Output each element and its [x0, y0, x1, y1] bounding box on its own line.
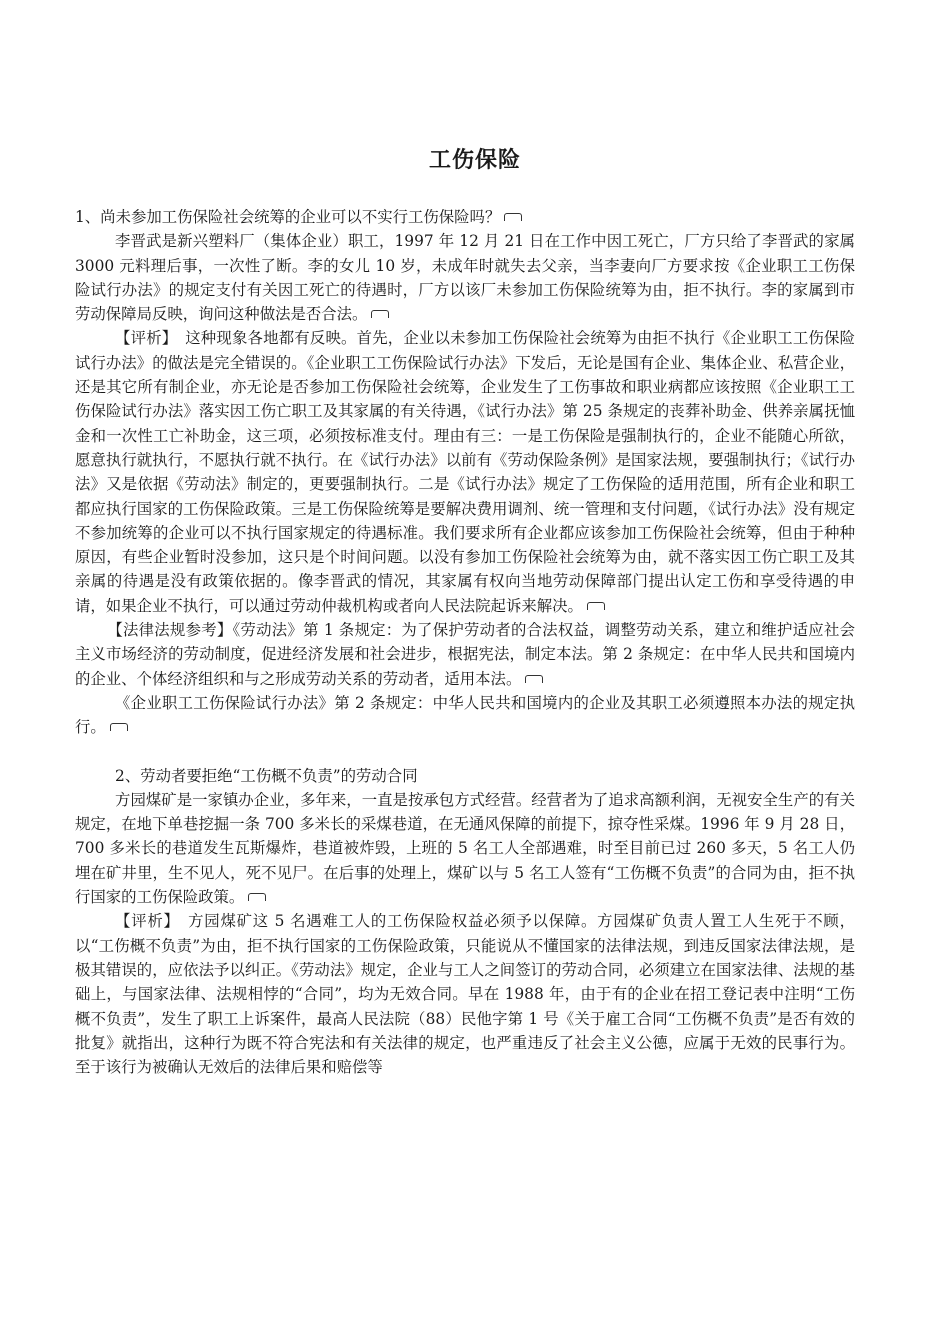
document-body	[75, 205, 855, 1079]
paragraph-mark-icon	[248, 893, 266, 901]
regulation-paragraph: 《企业职工工伤保险试行办法》第 2 条规定：中华人民共和国境内的企业及其职工必须遵照本办法的规定执行。	[75, 693, 855, 737]
paragraph-mark-icon	[525, 675, 543, 683]
question-heading-1: 1、尚未参加工伤保险社会统筹的企业可以不实行工伤保险吗？	[75, 205, 855, 229]
question-heading-2: 2、劳动者要拒绝“工伤概不负责”的劳动合同	[115, 766, 418, 785]
paragraph-mark-icon	[504, 213, 522, 221]
case-paragraph-2: 方园煤矿是一家镇办企业，多年来，一直是按承包方式经营。经营者为了追求高额利润，无视安全生产的有关规定，在地下单巷挖掘一条 700 多米长的采煤巷道，在无通风保障的前提下，掠夺性采煤。1996 年 9 月 28 日，700 多米长的巷道发生瓦斯爆炸，巷道被炸毁，上班的 5 名工人全部遇难，时至目前已过 260 多天，5 名工人仍埋在矿井里，生不见人，死不见尸。在后事的处理上，煤矿以与 5 名工人签有“工伤概不负责”的合同为由，拒不执行国家的工伤保险政策。	[75, 790, 855, 907]
paragraph-mark-icon	[587, 602, 605, 610]
legal-reference-paragraph: 【法律法规参考】《劳动法》第 1 条规定：为了保护劳动者的合法权益，调整劳动关系，建立和维护适应社会主义市场经济的劳动制度，促进经济发展和社会进步，根据宪法，制定本法。第 2 条规定：在中华人民共和国境内的企业、个体经济组织和与之形成劳动关系的劳动者，适用本法。	[75, 621, 855, 688]
paragraph-mark-icon	[371, 310, 389, 318]
document-title: 工伤保险	[428, 148, 521, 173]
analysis-paragraph-2: 【评析】 方园煤矿这 5 名遇难工人的工伤保险权益必须予以保障。方园煤矿负责人置工人生死于不顾，以“工伤概不负责”为由，拒不执行国家的工伤保险政策，只能说从不懂国家的法律法规，到违反国家法律法规，是极其错误的，应依法予以纠正。《劳动法》规定，企业与工人之间签订的劳动合同，必须建立在国家法律、法规的基础上，与国家法律、法规相悖的“合同”，均为无效合同。早在 1988 年，由于有的企业在招工登记表中注明“工伤概不负责”，发生了职工上诉案件，最高人民法院（88）民他字第 1 号《关于雇工合同“工伤概不负责”是否有效的批复》就指出，这种行为既不符合宪法和有关法律的规定，也严重违反了社会主义公德，应属于无效的民事行为。至于该行为被确认无效后的法律后果和赔偿等	[75, 912, 855, 1077]
analysis-paragraph-1: 【评析】 这种现象各地都有反映。首先，企业以未参加工伤保险社会统筹为由拒不执行《企业职工工伤保险试行办法》的做法是完全错误的。《企业职工工伤保险试行办法》下发后，无论是国有企业、集体企业、私营企业，还是其它所有制企业，亦无论是否参加工伤保险社会统筹，企业发生了工伤事故和职业病都应该按照《企业职工工伤保险试行办法》落实因工伤亡职工及其家属的有关待遇，《试行办法》第 25 条规定的丧葬补助金、供养亲属抚恤金和一次性工亡补助金，这三项，必须按标准支付。理由有三：一是工伤保险是强制执行的，企业不能随心所欲，愿意执行就执行，不愿执行就不执行。在《试行办法》以前有《劳动保险条例》是国家法规，要强制执行；《试行办法》又是依据《劳动法》制定的，更要强制执行。二是《试行办法》规定了工伤保险的适用范围，所有企业和职工都应执行国家的工伤保险政策。三是工伤保险统筹是要解决费用调剂、统一管理和支付问题，《试行办法》没有规定不参加统筹的企业可以不执行国家规定的待遇标准。我们要求所有企业都应该参加工伤保险社会统筹，但由于种种原因，有些企业暂时没参加，这只是个时间问题。以没有参加工伤保险社会统筹为由，就不落实因工伤亡职工及其亲属的待遇是没有政策依据的。像李晋武的情况，其家属有权向当地劳动保障部门提出认定工伤和享受待遇的申请，如果企业不执行，可以通过劳动仲裁机构或者向人民法院起诉来解决。	[75, 329, 855, 615]
paragraph-mark-icon	[110, 723, 128, 731]
section-spacer	[75, 740, 855, 764]
case-paragraph-1: 李晋武是新兴塑料厂（集体企业）职工，1997 年 12 月 21 日在工作中因工死亡，厂方只给了李晋武的家属 3000 元料理后事，一次性了断。李的女儿 10 岁，未成年时就失去父亲，当李妻向厂方要求按《企业职工工伤保险试行办法》的规定支付有关因工死亡的待遇时，厂方以该厂未参加工伤保险统筹为由，拒不执行。李的家属到市劳动保障局反映，询问这种做法是否合法。	[75, 232, 855, 324]
